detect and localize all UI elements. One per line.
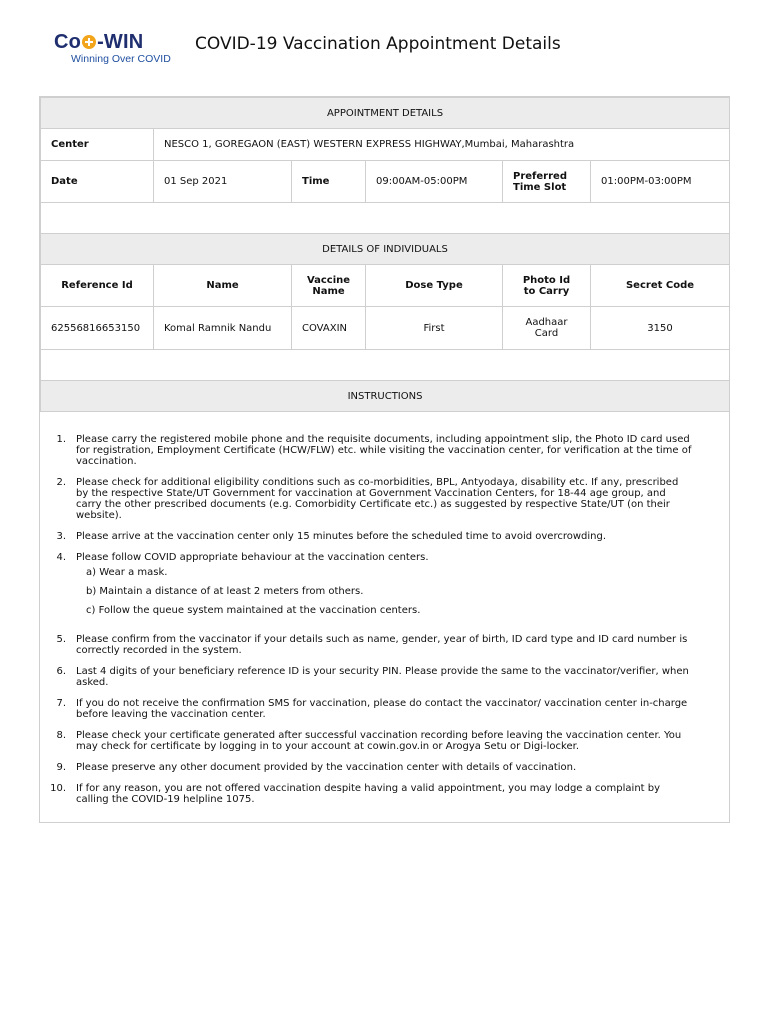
list-item-number: 4. [56, 552, 66, 563]
logo-text-left: Co [54, 31, 82, 53]
photo-header-line2: to Carry [523, 285, 570, 297]
col-secret-code: Secret Code [591, 265, 730, 307]
col-vaccine-name [292, 265, 366, 307]
name-value: Komal Ramnik Nandu [154, 307, 292, 350]
details-table [40, 97, 730, 412]
list-item-text: Please check your certificate generated after successful vaccination recording before leaving the vaccination center. You may check for certificate by logging in to your account at cowin.gov.in or Arogya Setu or Digi-locker. [76, 730, 682, 752]
list-item [50, 783, 693, 805]
list-item-number: 2. [56, 477, 66, 488]
preferred-slot-value: 01:00PM-03:00PM [591, 161, 730, 203]
list-item-number: 9. [56, 762, 66, 773]
list-item-number: 6. [56, 666, 66, 677]
individuals-header-row [41, 265, 730, 307]
logo-tagline: Winning Over COVID [71, 53, 171, 65]
list-item-number: 7. [56, 698, 66, 709]
list-item-text: Please follow COVID appropriate behaviour at the vaccination centers. [76, 552, 429, 563]
spacer-row [41, 203, 730, 234]
preferred-slot-label [503, 161, 591, 203]
page-title: COVID-19 Vaccination Appointment Details [195, 34, 561, 54]
list-item [56, 434, 693, 467]
list-item [56, 552, 693, 624]
photo-id-line1: Aadhaar [525, 317, 568, 328]
sub-list [86, 567, 693, 616]
photo-id-value [503, 307, 591, 350]
list-item [56, 634, 693, 656]
logo-text-right: -WIN [97, 31, 144, 53]
col-photo-id [503, 265, 591, 307]
col-reference-id: Reference Id [41, 265, 154, 307]
list-item-text: Please confirm from the vaccinator if your details such as name, gender, year of birth, ID card type and ID card number is correctly recorded in the system. [76, 634, 688, 656]
photo-id-line2: Card [534, 328, 559, 339]
list-item [56, 666, 693, 688]
list-item-number: 5. [56, 634, 66, 645]
vaccine-header-line1: Vaccine [306, 274, 351, 286]
instructions-section-header [41, 381, 730, 412]
photo-header-line1: Photo Id [522, 274, 571, 286]
date-label: Date [41, 161, 154, 203]
list-item-number: 3. [56, 531, 66, 542]
list-item-text: If for any reason, you are not offered vaccination despite having a valid appointment, you may lodge a complaint by calling the COVID-19 helpline 1075. [76, 783, 661, 805]
slot-label-line1: Preferred [513, 170, 567, 182]
list-item-number: 1. [56, 434, 66, 445]
plus-icon [82, 35, 96, 49]
reference-id-value: 62556816653150 [41, 307, 154, 350]
page-header [0, 0, 768, 80]
center-label: Center [41, 129, 154, 161]
list-item-content [76, 552, 693, 624]
vaccine-value: COVAXIN [292, 307, 366, 350]
list-item [56, 531, 693, 542]
time-label: Time [292, 161, 366, 203]
col-dose-type: Dose Type [366, 265, 503, 307]
list-item-text: Please preserve any other document provided by the vaccination center with details of vaccination. [76, 762, 577, 773]
individuals-section-title: DETAILS OF INDIVIDUALS [41, 234, 730, 265]
cowin-logo [54, 32, 184, 68]
center-row [41, 129, 730, 161]
secret-code-value: 3150 [591, 307, 730, 350]
center-value: NESCO 1, GOREGAON (EAST) WESTERN EXPRESS HIGHWAY,Mumbai, Maharashtra [154, 129, 730, 161]
list-item-text: Please check for additional eligibility conditions such as co-morbidities, BPL, Antyodaya, disability etc. If any, prescribed by the respective State/UT Government for vaccination at Government Vaccination Centers, for 18-44 age group, and carry the other prescribed documents (e.g. Comorbidity Certificate etc.) as suggested by respective State/UT (on their website). [76, 477, 679, 521]
list-item-text: Please carry the registered mobile phone and the requisite documents, including appointment slip, the Photo ID card used for registration, Employment Certificate (HCW/FLW) etc. while visiting the vaccination center, for verification at the time of vaccination. [76, 434, 692, 467]
logo-wordmark [54, 32, 184, 52]
col-name: Name [154, 265, 292, 307]
list-item [56, 477, 693, 521]
individuals-section-header [41, 234, 730, 265]
list-item-text: Please arrive at the vaccination center only 15 minutes before the scheduled time to avoid overcrowding. [76, 531, 607, 542]
vaccine-header-line2: Name [312, 285, 345, 297]
sub-list-item: a) Wear a mask. [86, 567, 168, 578]
list-item-number: 10. [50, 783, 66, 794]
sub-list-item: c) Follow the queue system maintained at the vaccination centers. [86, 605, 421, 616]
dose-type-value: First [366, 307, 503, 350]
time-value: 09:00AM-05:00PM [366, 161, 503, 203]
spacer-row [41, 350, 730, 381]
list-item [56, 762, 693, 773]
list-item-text: If you do not receive the confirmation SMS for vaccination, please do contact the vaccinator/ vaccination center in-charge before leaving the vaccination center. [76, 698, 688, 720]
appointment-section-title: APPOINTMENT DETAILS [41, 98, 730, 129]
list-item-number: 8. [56, 730, 66, 741]
spacer-cell [41, 203, 730, 234]
instructions-list [40, 412, 729, 805]
spacer-cell [41, 350, 730, 381]
slot-label-line2: Time Slot [513, 181, 567, 193]
list-item [56, 698, 693, 720]
instructions-section-title: INSTRUCTIONS [41, 381, 730, 412]
sub-list-item: b) Maintain a distance of at least 2 meters from others. [86, 586, 364, 597]
list-item [56, 730, 693, 752]
date-time-row [41, 161, 730, 203]
list-item-text: Last 4 digits of your beneficiary reference ID is your security PIN. Please provide the same to the vaccinator/verifier, when asked. [76, 666, 689, 688]
appointment-document [39, 96, 730, 823]
table-row [41, 307, 730, 350]
appointment-section-header [41, 98, 730, 129]
date-value: 01 Sep 2021 [154, 161, 292, 203]
